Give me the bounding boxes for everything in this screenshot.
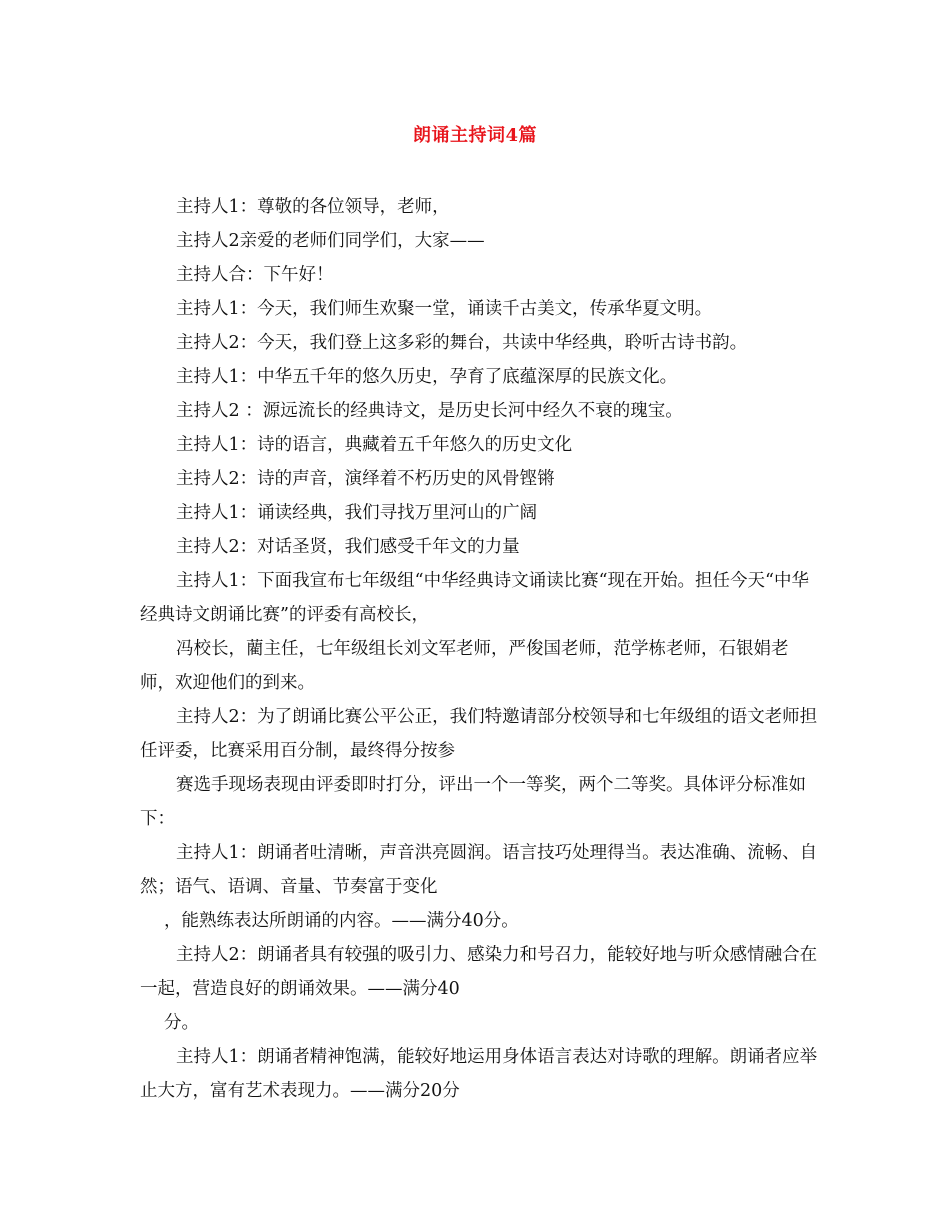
document-body	[140, 190, 820, 1108]
paragraph: 主持人2：今天，我们登上这多彩的舞台，共读中华经典，聆听古诗书韵。	[176, 333, 748, 353]
paragraph: 主持人合：下午好！	[176, 265, 334, 285]
paragraph: 主持人1：朗诵者精神饱满，能较好地运用身体语言表达对诗歌的理解。朗诵者应举止大方，富有艺术表现力。——满分20分	[140, 1047, 818, 1101]
paragraph: 主持人2 ：源远流长的经典诗文，是历史长河中经久不衰的瑰宝。	[176, 401, 683, 421]
paragraph: 主持人1：中华五千年的悠久历史，孕育了底蕴深厚的民族文化。	[176, 367, 678, 387]
paragraph: 主持人2：对话圣贤，我们感受千年文的力量	[176, 537, 520, 557]
paragraph: 主持人1：朗诵者吐清晰，声音洪亮圆润。语言技巧处理得当。表达准确、流畅、自然；语气、语调、音量、节奏富于变化	[140, 843, 818, 897]
paragraph: 主持人2亲爱的老师们同学们，大家——	[176, 231, 485, 251]
paragraph: 冯校长，藺主任，七年级组长刘文军老师，严俊国老师，范学栋老师，石银娟老师，欢迎他们的到来。	[140, 639, 789, 693]
paragraph: 主持人1：今天，我们师生欢聚一堂，诵读千古美文，传承华夏文明。	[176, 299, 713, 319]
paragraph: 主持人2：朗诵者具有较强的吸引力、感染力和号召力，能较好地与听众感情融合在一起，营造良好的朗诵效果。——满分40	[140, 945, 818, 999]
paragraph: 主持人2：诗的声音，演绎着不朽历史的风骨铿锵	[176, 469, 555, 489]
paragraph: 主持人1：诗的语言，典藏着五千年悠久的历史文化	[176, 435, 573, 455]
paragraph: ，能熟练表达所朗诵的内容。——满分40分。	[164, 911, 519, 931]
paragraph: 主持人1：尊敬的各位领导，老师，	[176, 197, 450, 217]
paragraph: 主持人1：下面我宣布七年级组“中华经典诗文诵读比赛“现在开始。担任今天“中华经典诗文朗诵比赛”的评委有高校长，	[140, 571, 809, 625]
document-title: 朗诵主持词4篇	[412, 125, 538, 146]
paragraph: 分。	[164, 1013, 199, 1033]
paragraph: 主持人1：诵读经典，我们寻找万里河山的广阔	[176, 503, 538, 523]
paragraph: 主持人2：为了朗诵比赛公平公正，我们特邀请部分校领导和七年级组的语文老师担任评委，比赛采用百分制，最终得分按参	[140, 707, 818, 761]
paragraph: 赛选手现场表现由评委即时打分，评出一个一等奖，两个二等奖。具体评分标准如下：	[140, 775, 806, 829]
